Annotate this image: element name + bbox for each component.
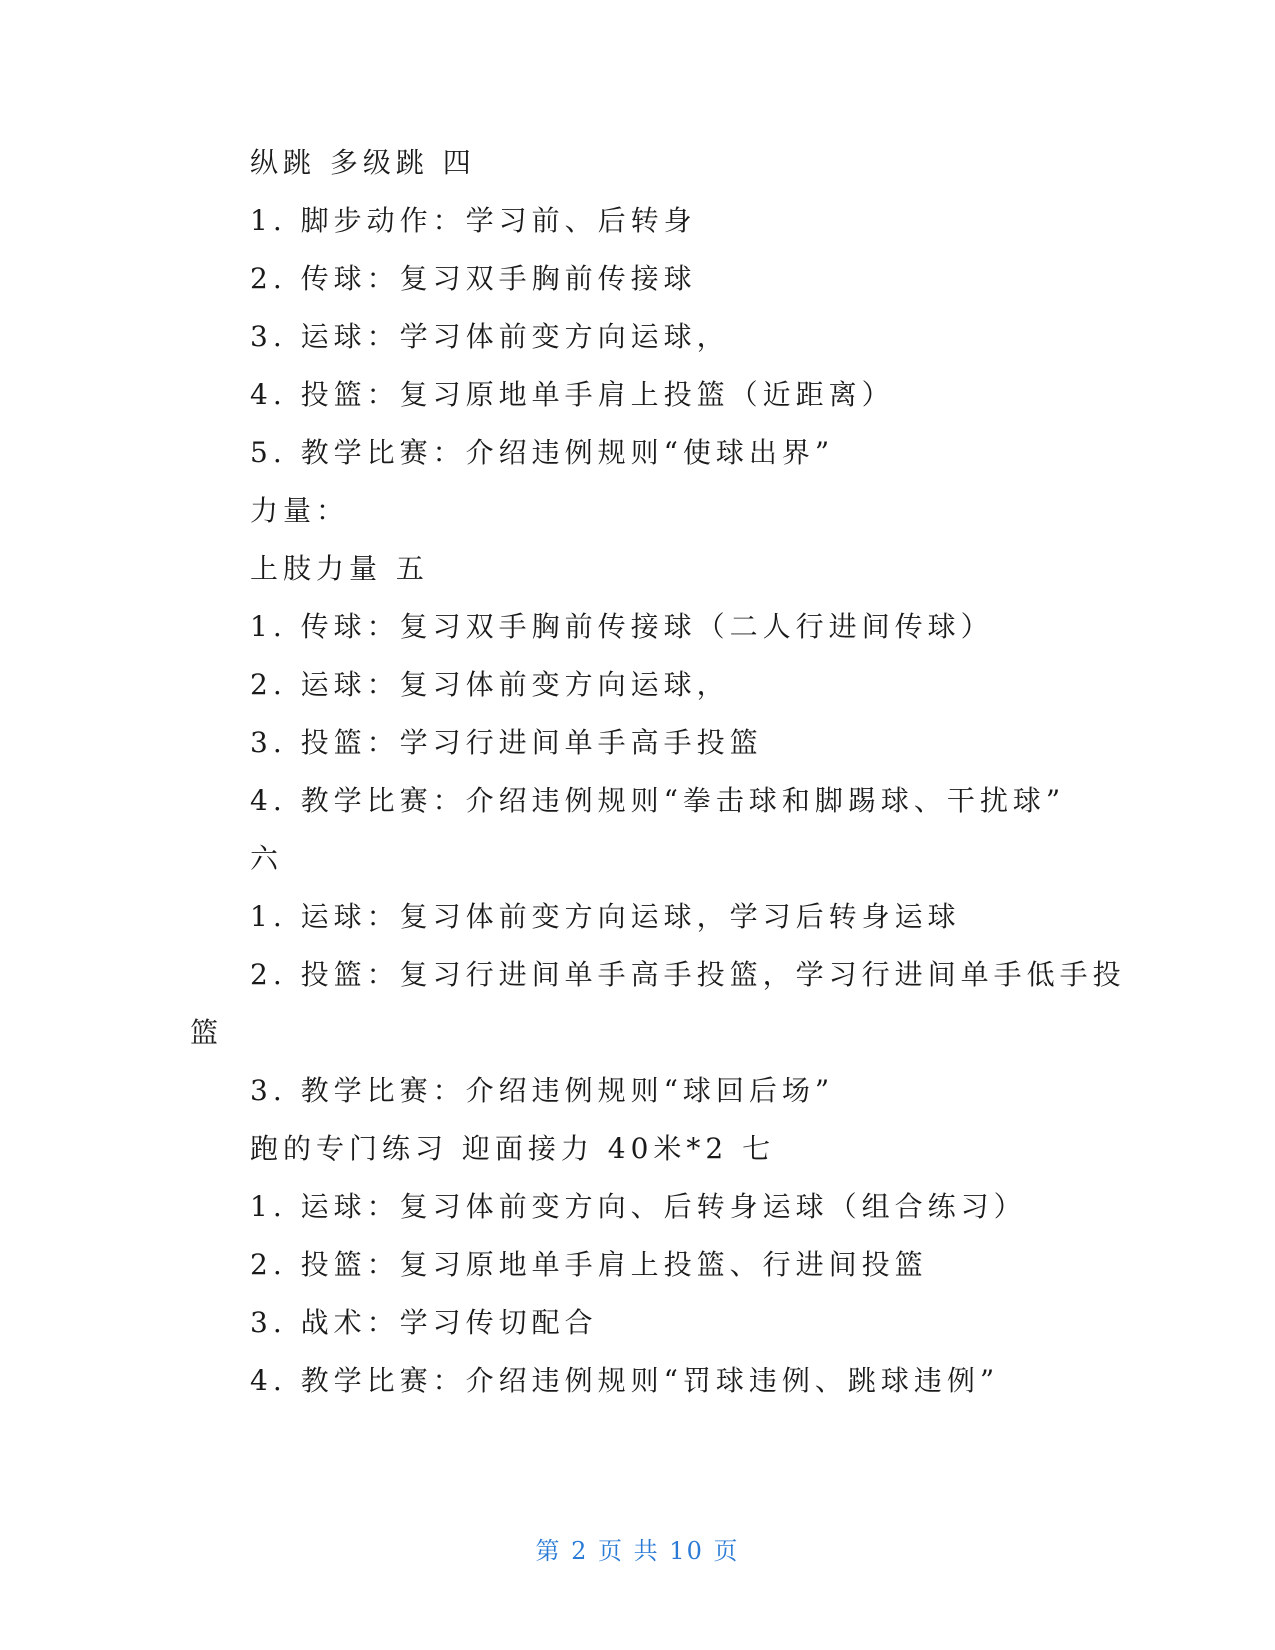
text-line: 4. 教学比赛：介绍违例规则“罚球违例、跳球违例” xyxy=(250,1364,1000,1397)
text-line: 跑的专门练习 迎面接力 40米*2 七 xyxy=(250,1132,776,1165)
text-line: 4. 投篮：复习原地单手肩上投篮（近距离） xyxy=(250,378,895,411)
text-line-continuation: 篮 xyxy=(190,1016,224,1049)
text-line: 3. 运球：学习体前变方向运球， xyxy=(250,320,730,353)
text-line: 3. 教学比赛：介绍违例规则“球回后场” xyxy=(250,1074,835,1107)
text-line: 3. 战术：学习传切配合 xyxy=(250,1306,598,1339)
text-line: 上肢力量 五 xyxy=(250,552,429,585)
text-line: 1. 运球：复习体前变方向运球，学习后转身运球 xyxy=(250,900,961,933)
text-line: 2. 运球：复习体前变方向运球， xyxy=(250,668,730,701)
text-line: 1. 运球：复习体前变方向、后转身运球（组合练习） xyxy=(250,1190,1027,1223)
text-line: 2. 投篮：复习行进间单手高手投篮，学习行进间单手低手投 xyxy=(250,958,1126,991)
page-number-footer: 第 2 页 共 10 页 xyxy=(535,1537,740,1565)
text-line: 2. 投篮：复习原地单手肩上投篮、行进间投篮 xyxy=(250,1248,928,1281)
text-line: 3. 投篮：学习行进间单手高手投篮 xyxy=(250,726,763,759)
text-line: 1. 脚步动作：学习前、后转身 xyxy=(250,204,697,237)
text-line: 纵跳 多级跳 四 xyxy=(250,146,476,179)
text-line: 六 xyxy=(250,842,284,875)
text-line: 5. 教学比赛：介绍违例规则“使球出界” xyxy=(250,436,835,469)
section-heading: 力量： xyxy=(250,494,350,527)
text-line: 4. 教学比赛：介绍违例规则“拳击球和脚踢球、干扰球” xyxy=(250,784,1066,817)
text-line: 1. 传球：复习双手胸前传接球（二人行进间传球） xyxy=(250,610,994,643)
text-line: 2. 传球：复习双手胸前传接球 xyxy=(250,262,697,295)
